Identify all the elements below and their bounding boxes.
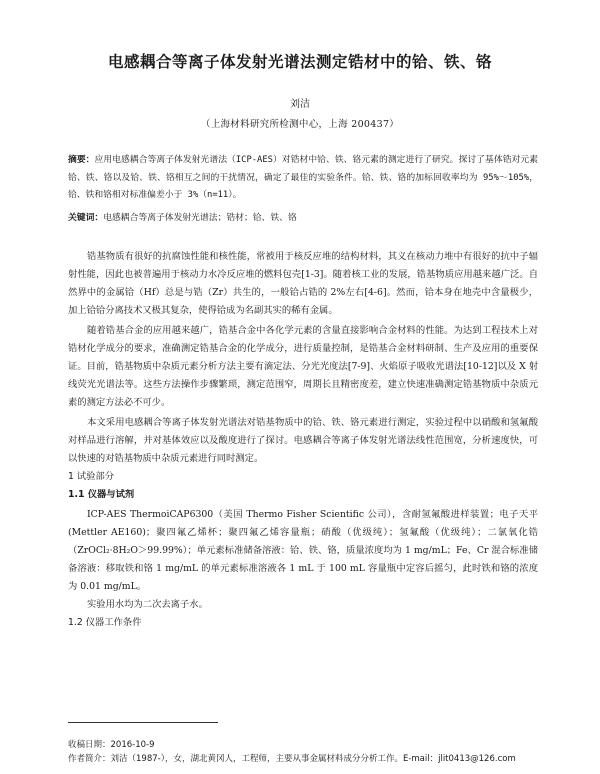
abstract-label: 摘要：	[68, 155, 95, 165]
keywords	[68, 210, 538, 227]
paper-title: 电感耦合等离子体发射光谱法测定锆材中的铪、铁、铬	[107, 53, 492, 71]
keywords-text: 电感耦合等离子体发射光谱法；锆材；铪、铁、铬	[103, 213, 297, 223]
section-heading-1: 1 试验部分	[68, 471, 115, 482]
intro-paragraph-3: 本文采用电感耦合等离子体发射光谱法对锆基物质中的铪、铁、铬元素进行测定，实验过程中以硝酸和氢氟酸对样品进行溶解，并对基体效应以及酸度进行了探讨。电感耦合等离子体发射光谱法线性范围宽，分析速度快，可以快速的对锆基物质中杂质元素进行同时测定。	[68, 417, 538, 464]
materials-paragraph: ICP-AES ThermoiCAP6300（美国 Thermo Fisher Scientific 公司），含耐氢氟酸进样装置；电子天平 (Mettler AE160)；聚四氟乙烯杯；聚四氟乙烯容量瓶；硝酸（优级纯）；氢氟酸（优级纯）；二氯氧化锆（ZrOCl₂·8H₂O＞99.99%）；单元素标准储备溶液：铪、铁、铬，质量浓度均为 1 mg/mL；Fe、Cr 混合标准储备溶液：移取铁和铬 1 mg/mL 的单元素标准溶液各 1 mL 于 100 mL 容量瓶中定容后摇匀，此时铁和铬的浓度为 0.01 mg/mL。	[68, 509, 538, 592]
abstract-text: 应用电感耦合等离子体发射光谱法（ICP-AES）对锆材中铪、铁、铬元素的测定进行了研究。探讨了基体锆对元素铪、铁、铬以及铪、铁、铬相互之间的干扰情况，确定了最佳的实验条件。铪、铁、铬的加标回收率均为 95%～105%，铪、铁和铬相对标准偏差小于 3%（n=11）。	[68, 155, 538, 200]
author-name: 刘洁	[290, 99, 310, 110]
intro-paragraph-2: 随着锆基合金的应用越来越广，锆基合金中各化学元素的含量直接影响合金材料的性能。为达到工程技术上对锆材化学成分的要求，准确测定锆基合金的化学成分，进行质量控制，是锆基合金材料研制、生产及应用的重要保证。目前，锆基物质中杂质元素分析方法主要有滴定法、分光光度法[7-9]、火焰原子吸收光谱法[10-12]以及 X 射线荧光光谱法等。这些方法操作步骤繁琐，测定范围窄，周期长且精密度差，建立快速准确测定锆基物质中杂质元素的测定方法必不可少。	[68, 325, 538, 408]
main-body	[68, 248, 538, 632]
footnotes	[68, 738, 548, 766]
section-heading-1-2: 1.2 仪器工作条件	[68, 617, 142, 628]
abstract	[68, 152, 538, 205]
footnote-divider	[68, 722, 218, 723]
keywords-label: 关键词：	[68, 213, 104, 223]
footnote-author-bio: 作者简介：刘洁（1987-），女，湖北黄冈人，工程师，主要从事金属材料成分分析工作。E-mail：jlit0413@126.com	[68, 754, 516, 764]
intro-paragraph-1: 锆基物质有很好的抗腐蚀性能和核性能，常被用于核反应堆的结构材料，其义在核动力堆中有很好的抗中子辐射性能，因此也被普遍用于核动力水冷反应堆的燃料包壳[1-3]。随着核工业的发展，锆基物质应用越来越广泛。自然界中的金属铪（Hf）总是与锆（Zr）共生的，一般铪占锆的 2%左右[4-6]。然而，铪本身在地壳中含量极少，加上铪铪分离技术又极其复杂，使得铪成为名副其实的稀有金属。	[68, 251, 538, 316]
section-heading-1-1: 1.1 仪器与试剂	[68, 489, 135, 500]
affiliation: （上海材料研究所检测中心，上海 200437）	[200, 119, 400, 130]
footnote-received-date: 收稿日期：2016-10-9	[68, 740, 155, 750]
water-paragraph: 实验用水均为二次去离子水。	[87, 599, 208, 610]
